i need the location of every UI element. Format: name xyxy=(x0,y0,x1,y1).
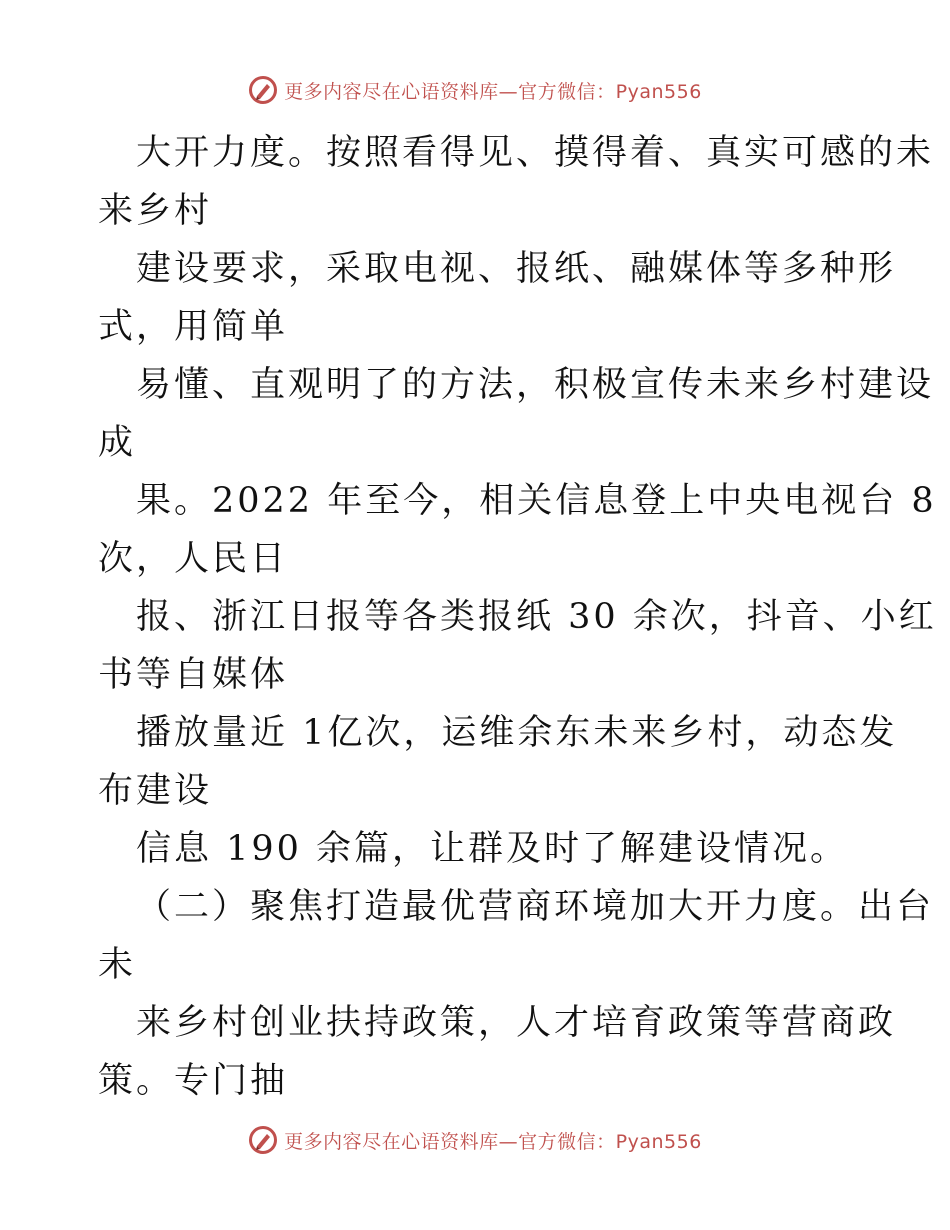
text-line: （二）聚焦打造最优营商环境加大开力度。出台 xyxy=(136,887,935,927)
text-line: 果。2022 年至今，相关信息登上中央电视台 8 xyxy=(136,481,937,521)
pen-logo-icon xyxy=(248,75,278,105)
text-line: 式，用简单 xyxy=(98,307,289,347)
footer-watermark xyxy=(0,1122,950,1158)
header-watermark xyxy=(0,72,950,108)
text-line: 报、浙江日报等各类报纸 30 余次，抖音、小红 xyxy=(136,597,937,637)
text-line: 易懂、直观明了的方法，积极宣传未来乡村建设 xyxy=(136,365,935,405)
text-line: 来乡村创业扶持政策，人才培育政策等营商政 xyxy=(136,1003,897,1043)
text-line: 未 xyxy=(98,945,137,985)
text-line: 信息 190 余篇，让群及时了解建设情况。 xyxy=(136,829,849,869)
text-line: 书等自媒体 xyxy=(98,655,289,695)
text-line: 播放量近 1亿次，运维余东未来乡村，动态发 xyxy=(136,713,898,753)
text-line: 布建设 xyxy=(98,771,213,811)
text-line: 成 xyxy=(98,423,137,463)
header-watermark-text: 更多内容尽在心语资料库—官方微信：Pyan556 xyxy=(284,80,702,103)
text-line: 来乡村 xyxy=(98,191,213,231)
text-line: 大开力度。按照看得见、摸得着、真实可感的未 xyxy=(136,133,935,173)
text-line: 建设要求，采取电视、报纸、融媒体等多种形 xyxy=(136,249,897,289)
pen-logo-icon xyxy=(248,1125,278,1155)
text-line: 次，人民日 xyxy=(98,539,289,579)
document-body xyxy=(98,124,937,1110)
text-line: 策。专门抽 xyxy=(98,1061,289,1101)
footer-watermark-text: 更多内容尽在心语资料库—官方微信：Pyan556 xyxy=(284,1130,702,1153)
